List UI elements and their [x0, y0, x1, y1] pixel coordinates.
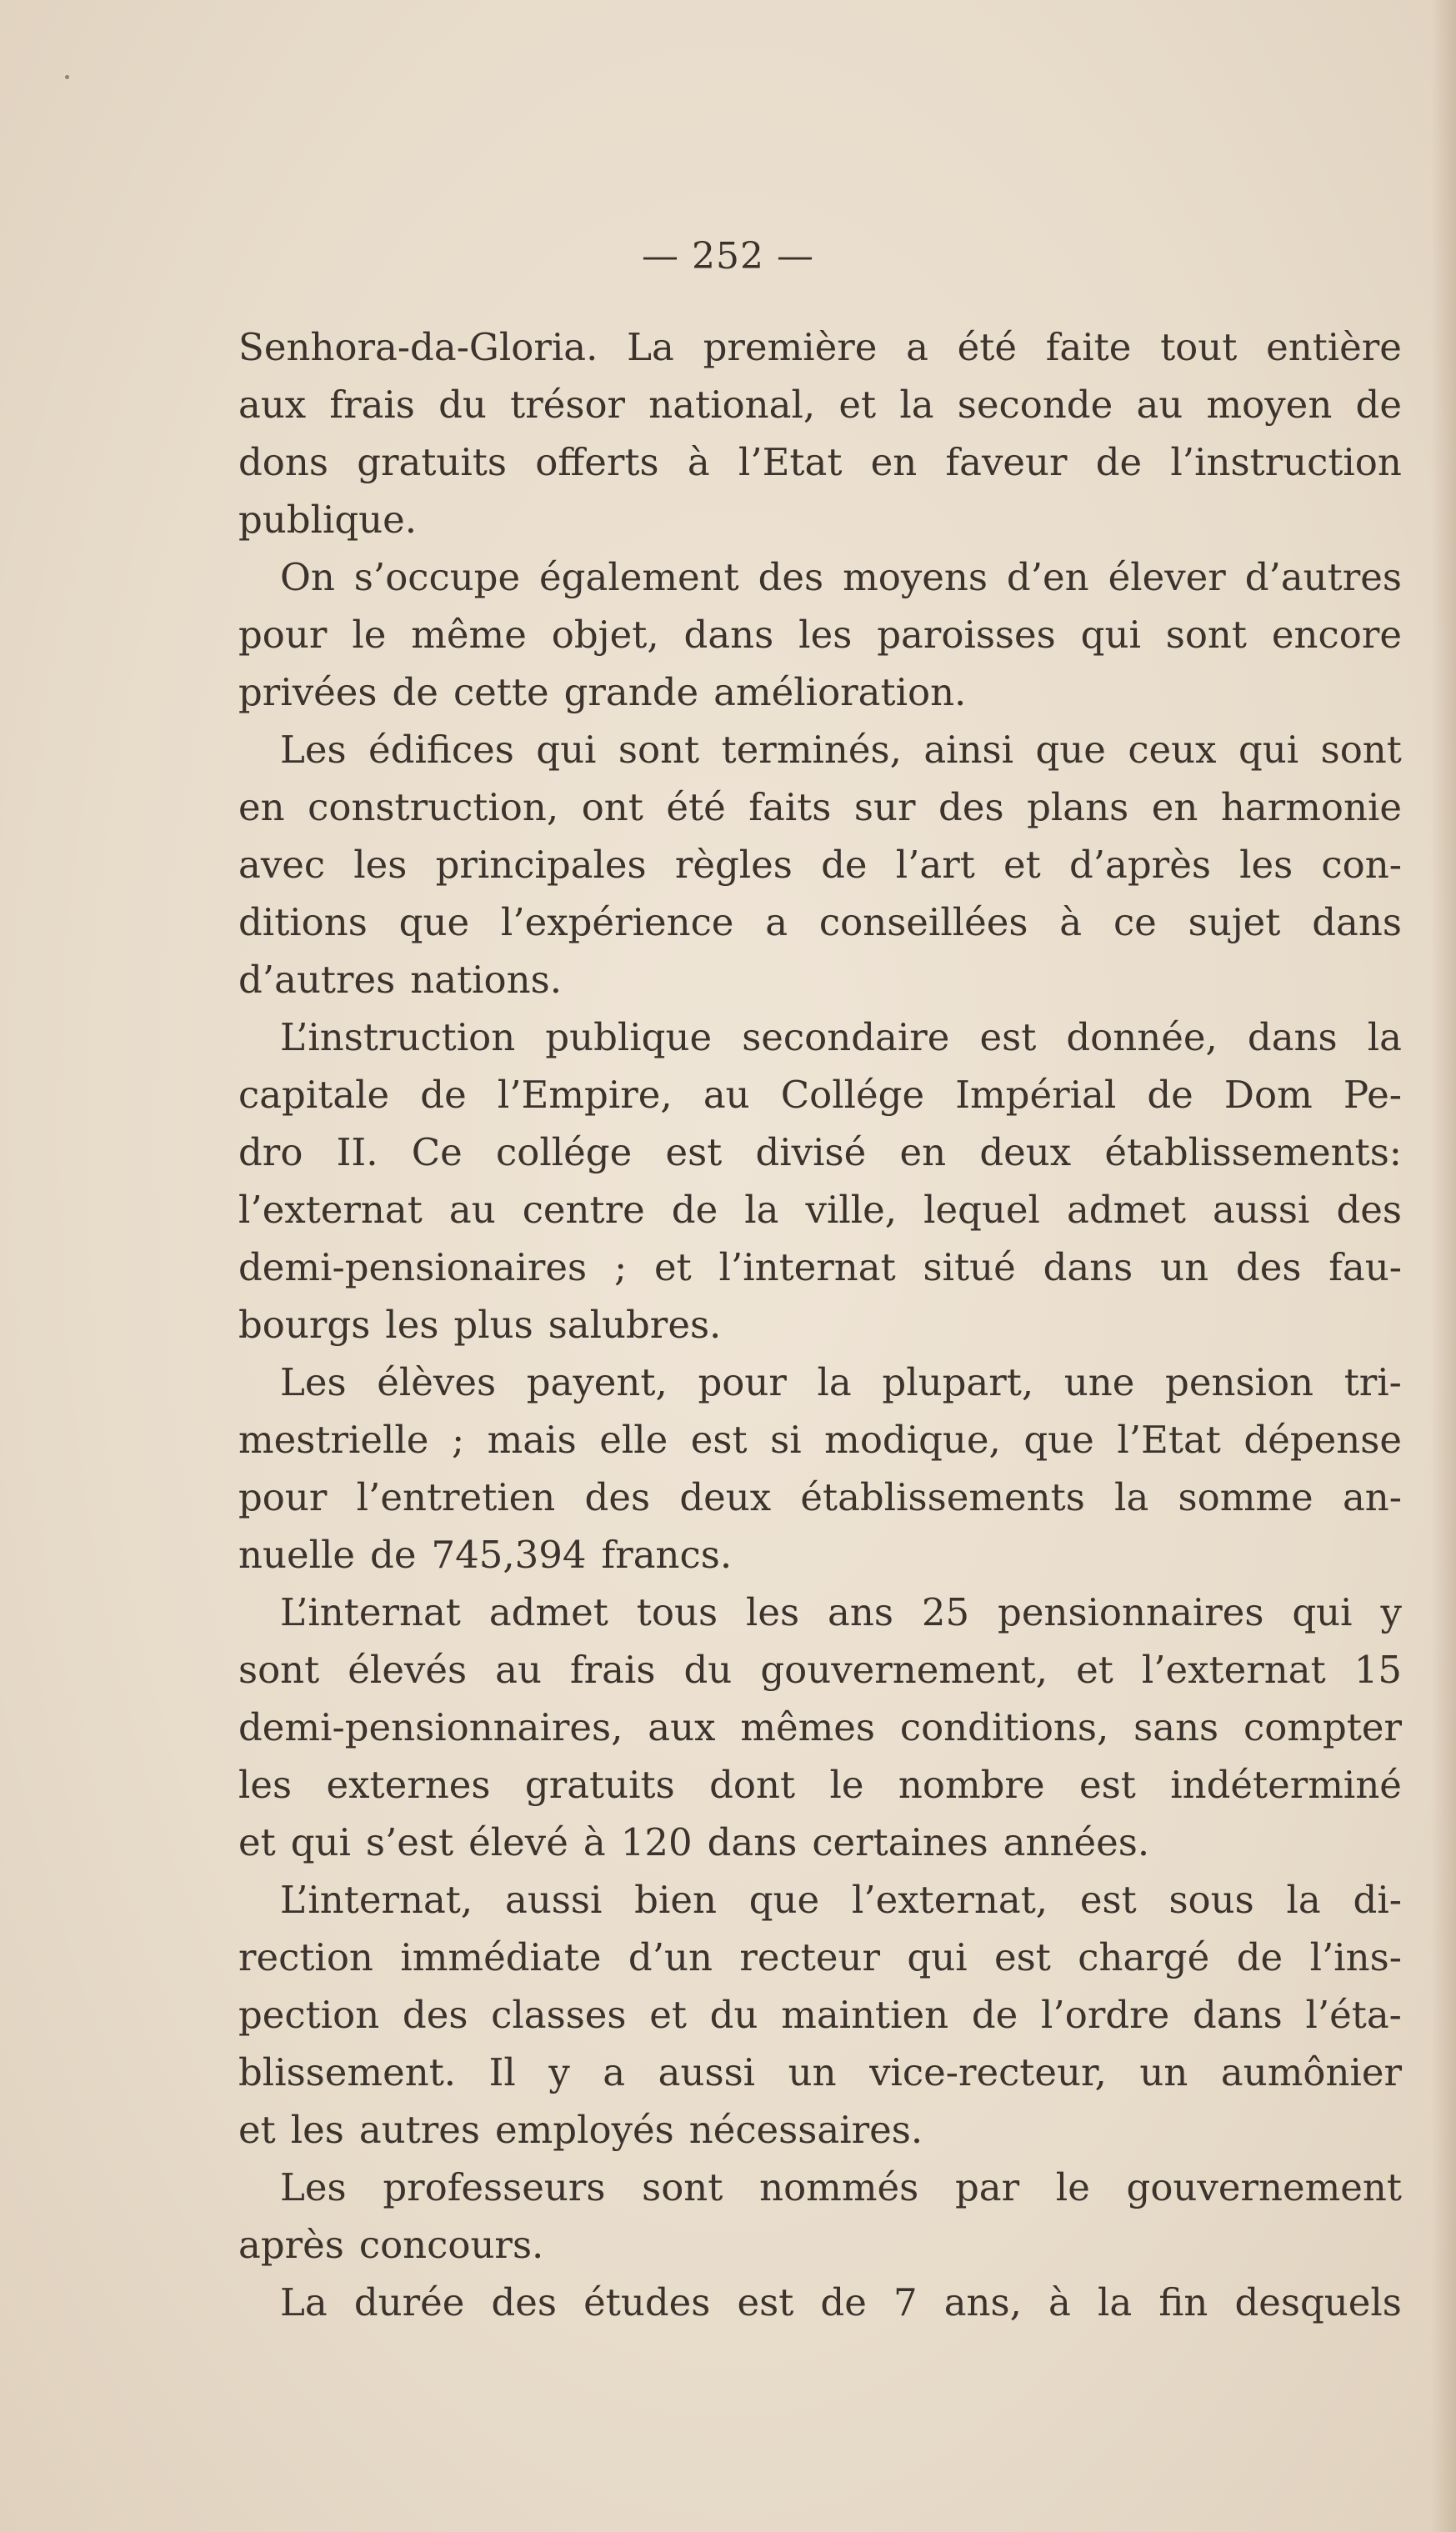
text-line: l’externat au centre de la ville, lequel admet aussi des [238, 1188, 1402, 1232]
text-line: L’internat admet tous les ans 25 pensionnaires qui y [280, 1590, 1402, 1634]
page-number: — 252 — [642, 235, 814, 278]
text-line: les externes gratuits dont le nombre est indéterminé [238, 1763, 1402, 1807]
text-line: mestrielle ; mais elle est si modique, que l’Etat dépense [238, 1418, 1402, 1462]
text-line: d’autres nations. [238, 958, 563, 1002]
text-line: dons gratuits offerts à l’Etat en faveur de l’instruction [238, 440, 1402, 484]
page-edge-shadow [1431, 0, 1456, 2532]
text-line: publique. [238, 498, 418, 542]
text-line: demi-pensionnaires, aux mêmes conditions, sans compter [238, 1705, 1402, 1749]
text-line: ditions que l’expérience a conseillées à ce sujet dans [238, 900, 1402, 944]
text-line: blissement. Il y a aussi un vice-recteur, un aumônier [238, 2050, 1402, 2094]
text-line: et qui s’est élevé à 120 dans certaines années. [238, 1820, 1150, 1864]
text-line: avec les principales règles de l’art et d’après les con- [238, 843, 1402, 887]
text-line: L’internat, aussi bien que l’externat, est sous la di- [280, 1878, 1402, 1922]
text-line: pour le même objet, dans les paroisses qui sont encore [238, 613, 1402, 657]
text-line: La durée des études est de 7 ans, à la fin desquels [280, 2280, 1402, 2324]
text-line: bourgs les plus salubres. [238, 1303, 722, 1347]
text-line: et les autres employés nécessaires. [238, 2108, 923, 2152]
text-line: aux frais du trésor national, et la seconde au moyen de [238, 383, 1402, 427]
text-line: en construction, ont été faits sur des plans en harmonie [238, 785, 1402, 829]
paper-speck [65, 75, 69, 79]
text-line: nuelle de 745,394 francs. [238, 1533, 733, 1577]
text-line: capitale de l’Empire, au Collége Impérial de Dom Pe- [238, 1073, 1402, 1117]
text-line: dro II. Ce collége est divisé en deux établissements: [238, 1130, 1402, 1174]
body-text [238, 318, 1402, 2331]
text-line: demi-pensionaires ; et l’internat situé dans un des fau- [238, 1245, 1402, 1289]
text-line: rection immédiate d’un recteur qui est chargé de l’ins- [238, 1935, 1402, 1979]
text-line: pection des classes et du maintien de l’ordre dans l’éta- [238, 1993, 1402, 2037]
text-line: pour l’entretien des deux établissements la somme an- [238, 1475, 1402, 1519]
text-line: sont élevés au frais du gouvernement, et l’externat 15 [238, 1648, 1402, 1692]
text-line: Les élèves payent, pour la plupart, une pension tri- [280, 1360, 1402, 1404]
text-line: L’instruction publique secondaire est donnée, dans la [280, 1015, 1402, 1059]
text-line: Senhora-da-Gloria. La première a été faite tout entière [238, 325, 1402, 369]
text-line: après concours. [238, 2223, 544, 2267]
text-line: privées de cette grande amélioration. [238, 670, 967, 714]
text-line: On s’occupe également des moyens d’en élever d’autres [280, 555, 1402, 599]
text-line: Les édifices qui sont terminés, ainsi que ceux qui sont [280, 728, 1402, 772]
text-line: Les professeurs sont nommés par le gouvernement [280, 2165, 1402, 2209]
